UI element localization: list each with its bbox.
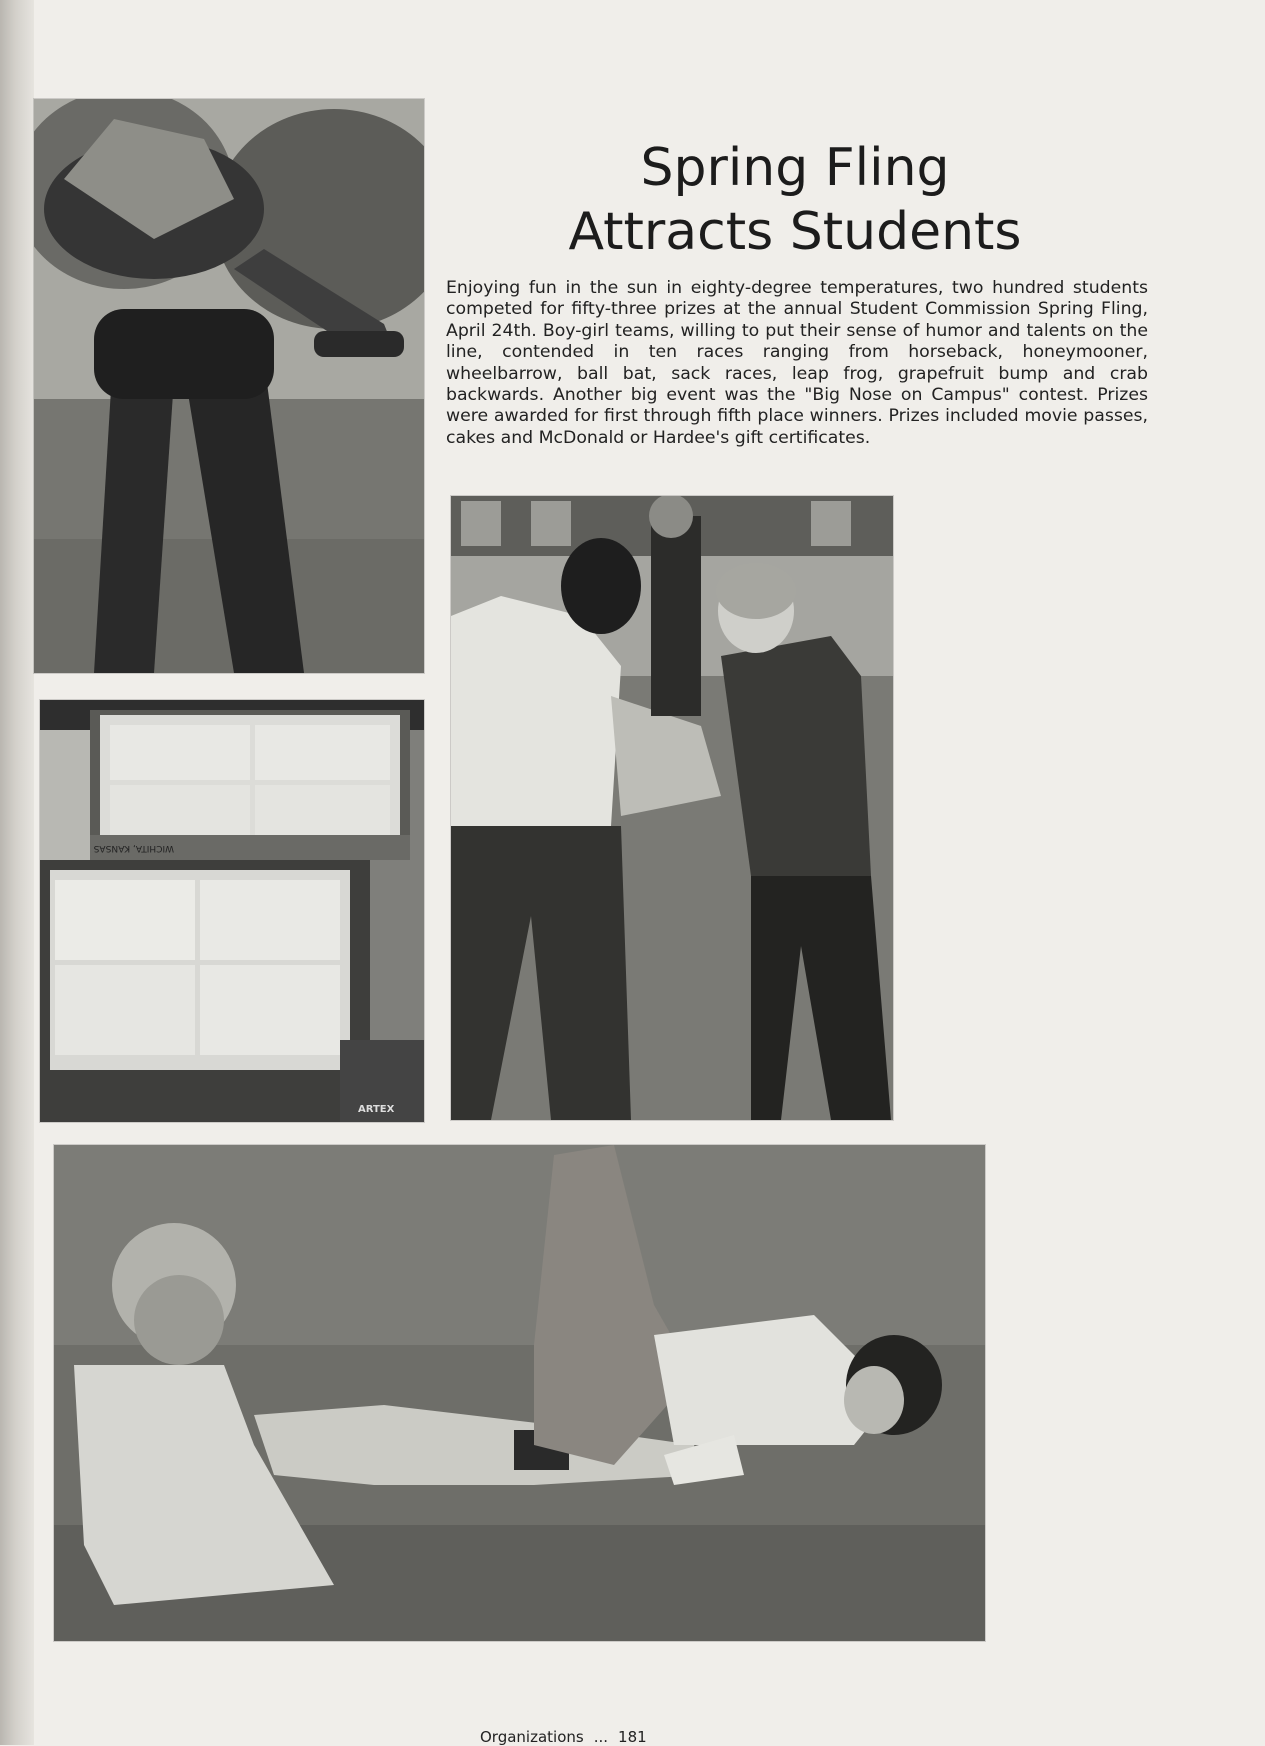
footer-section: Organizations [480,1728,584,1746]
page-footer [480,1729,780,1745]
box-label-wichita: WICHITA, KANSAS [93,843,174,853]
footer-separator: ... [593,1728,609,1746]
article-body: Enjoying fun in the sun in eighty-degree temperatures, two hundred students competed for fifty-three prizes at the annual Student Commission Spring Fling, April 24th. Boy-girl teams, willing to put their sense of humor and talents on the line, contended in ten races ranging from horseback, honeymooner, wheelbarrow, ball bat, sack races, leap frog, grapefruit bump and crab backwards. Another big event was the "Big Nose on Campus" contest. Prizes were awarded for first through fifth place winners. Prizes included movie passes, cakes and McDonald or Hardee's gift certificates. [446,278,1148,448]
article-title [440,136,1150,264]
piggyback-race-image [34,99,424,673]
cakes-image [40,700,424,1122]
page-number: 181 [618,1728,647,1746]
page-binding-edge [0,0,34,1745]
big-nose-contest-photo [451,496,893,1120]
cakes-photo [40,700,424,1122]
piggyback-race-photo [34,99,424,673]
article-title-line1: Spring Fling [640,138,950,198]
big-nose-contest-image [451,496,893,1120]
article-title-line2: Attracts Students [568,202,1022,262]
box-label-artex: ARTEX [358,1104,395,1115]
sack-race-photo [54,1145,985,1641]
sack-race-image [54,1145,985,1641]
